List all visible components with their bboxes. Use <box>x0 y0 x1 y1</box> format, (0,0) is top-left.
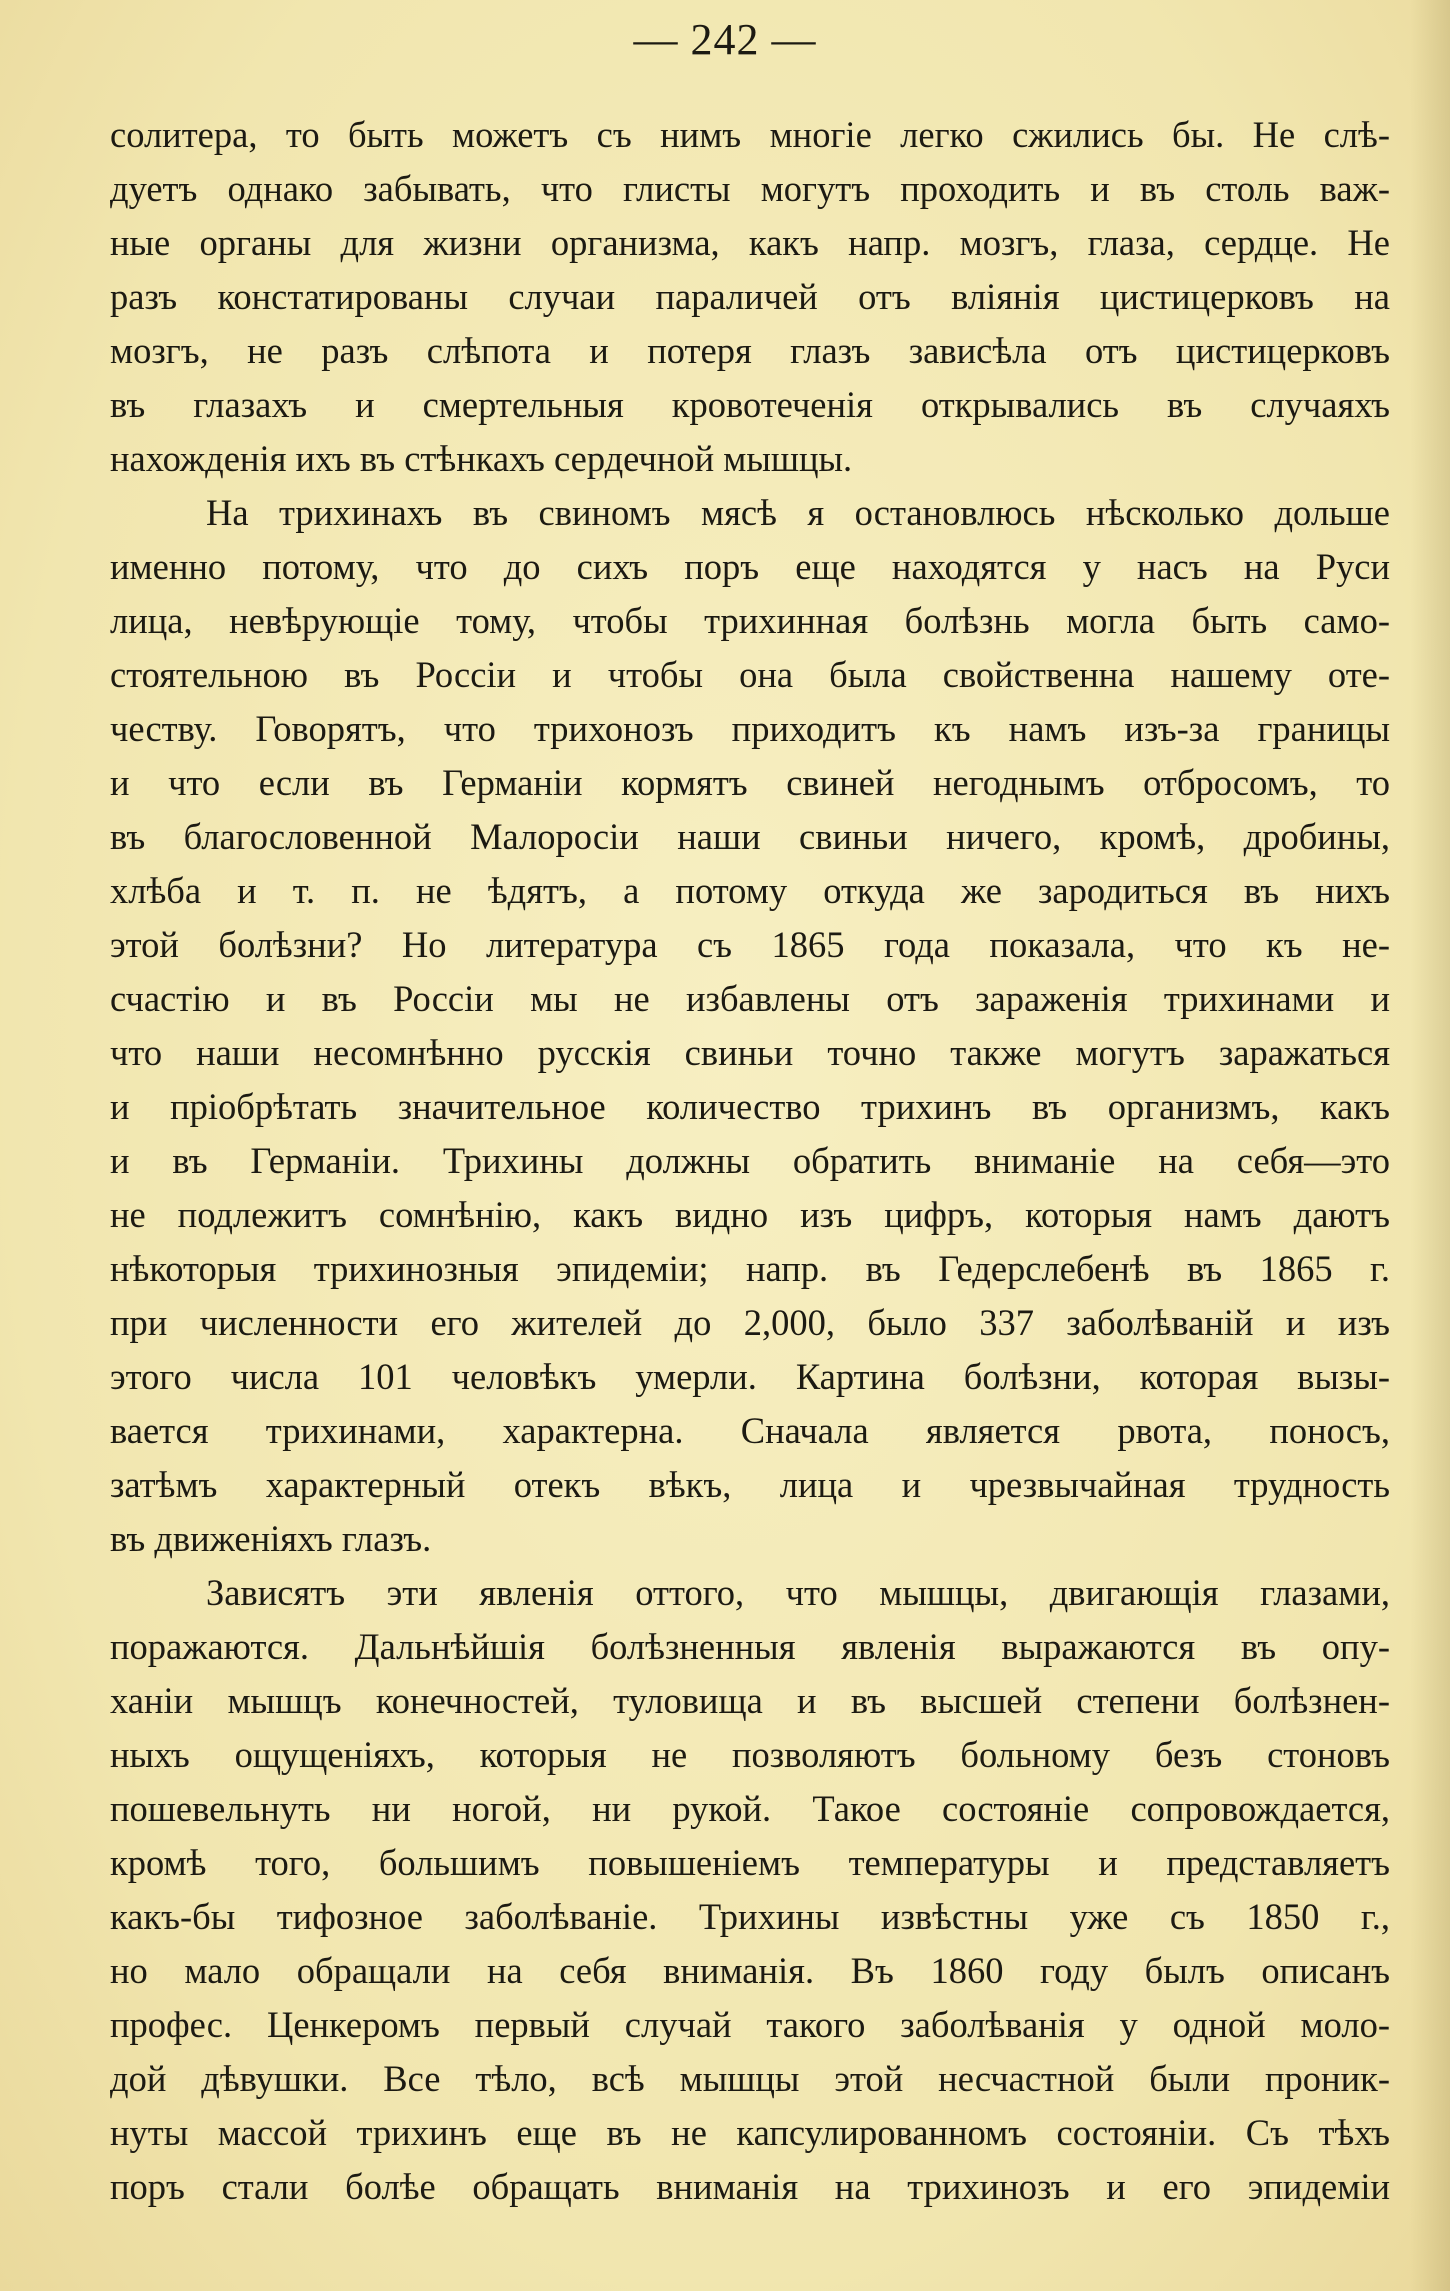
text-line: солитера, то быть можетъ съ нимъ многіе легко сжились бы. Не слѣ- <box>110 114 1390 155</box>
text-line: дуетъ однако забывать, что глисты могутъ проходить и въ столь важ- <box>110 168 1390 209</box>
text-line: какъ-бы тифозное заболѣваніе. Трихины извѣстны уже съ 1850 г., <box>110 1896 1390 1937</box>
paragraph-1 <box>110 108 1390 486</box>
text-line: поръ стали болѣе обращать вниманія на трихинозъ и его эпидеміи <box>110 2166 1390 2207</box>
text-line: хлѣба и т. п. не ѣдятъ, а потому откуда же зародиться въ нихъ <box>110 870 1390 911</box>
text-line: ныхъ ощущеніяхъ, которыя не позволяютъ больному безъ стоновъ <box>110 1734 1390 1775</box>
text-line: нахожденія ихъ въ стѣнкахъ сердечной мышцы. <box>110 438 853 479</box>
text-line: именно потому, что до сихъ поръ еще находятся у насъ на Руси <box>110 546 1390 587</box>
text-line: ные органы для жизни организма, какъ напр. мозгъ, глаза, сердце. Не <box>110 222 1390 263</box>
page-number: — 242 — <box>633 15 817 64</box>
paragraph-2 <box>110 486 1390 1566</box>
text-line: поражаются. Дальнѣйшія болѣзненныя явленія выражаются въ опу- <box>110 1626 1390 1667</box>
text-line: разъ констатированы случаи параличей отъ вліянія цистицерковъ на <box>110 276 1390 317</box>
text-line: въ движеніяхъ глазъ. <box>110 1518 432 1559</box>
text-line: дой дѣвушки. Все тѣло, всѣ мышцы этой несчастной были проник- <box>110 2058 1390 2099</box>
text-line: не подлежитъ сомнѣнію, какъ видно изъ цифръ, которыя намъ даютъ <box>110 1194 1390 1235</box>
text-line: въ глазахъ и смертельныя кровотеченія открывались въ случаяхъ <box>110 384 1390 425</box>
paragraph-3 <box>110 1566 1390 2214</box>
text-line: Зависятъ эти явленія оттого, что мышцы, двигающія глазами, <box>206 1572 1390 1613</box>
text-line: пошевельнуть ни ногой, ни рукой. Такое состояніе сопровождается, <box>110 1788 1390 1829</box>
text-line: этой болѣзни? Но литература съ 1865 года показала, что къ не- <box>110 924 1390 965</box>
text-body <box>110 108 1390 2214</box>
text-line: профес. Ценкеромъ первый случай такого заболѣванія у одной моло- <box>110 2004 1390 2045</box>
text-line: но мало обращали на себя вниманія. Въ 1860 году былъ описанъ <box>110 1950 1390 1991</box>
text-line: и пріобрѣтать значительное количество трихинъ въ организмъ, какъ <box>110 1086 1390 1127</box>
text-line: мозгъ, не разъ слѣпота и потеря глазъ зависѣла отъ цистицерковъ <box>110 330 1390 371</box>
text-line: что наши несомнѣнно русскія свиньи точно также могутъ заражаться <box>110 1032 1390 1073</box>
text-line: стоятельною въ Россіи и чтобы она была свойственна нашему оте- <box>110 654 1390 695</box>
text-line: въ благословенной Малоросіи наши свиньи ничего, кромѣ, дробины, <box>110 816 1390 857</box>
text-line: и въ Германіи. Трихины должны обратить вниманіе на себя—это <box>110 1140 1390 1181</box>
text-line: при численности его жителей до 2,000, было 337 заболѣваній и изъ <box>110 1302 1390 1343</box>
text-line: и что если въ Германіи кормятъ свиней негоднымъ отбросомъ, то <box>110 762 1390 803</box>
text-line: нуты массой трихинъ еще въ не капсулированномъ состояніи. Съ тѣхъ <box>110 2112 1390 2153</box>
text-line: честву. Говорятъ, что трихонозъ приходитъ къ намъ изъ-за границы <box>110 708 1390 749</box>
text-line: этого числа 101 человѣкъ умерли. Картина болѣзни, которая вызы- <box>110 1356 1390 1397</box>
page-edge-shadow <box>1410 0 1450 2291</box>
text-line: ханіи мышцъ конечностей, туловища и въ высшей степени болѣзнен- <box>110 1680 1390 1721</box>
text-line: кромѣ того, большимъ повышеніемъ температуры и представляетъ <box>110 1842 1390 1883</box>
text-line: счастію и въ Россіи мы не избавлены отъ зараженія трихинами и <box>110 978 1390 1019</box>
text-line: затѣмъ характерный отекъ вѣкъ, лица и чрезвычайная трудность <box>110 1464 1390 1505</box>
text-line: нѣкоторыя трихинозныя эпидеміи; напр. въ Гедерслебенѣ въ 1865 г. <box>110 1248 1390 1289</box>
text-line: На трихинахъ въ свиномъ мясѣ я остановлюсь нѣсколько дольше <box>206 492 1390 533</box>
text-line: лица, невѣрующіе тому, чтобы трихинная болѣзнь могла быть само- <box>110 600 1390 641</box>
text-line: вается трихинами, характерна. Сначала является рвота, поносъ, <box>110 1410 1390 1451</box>
